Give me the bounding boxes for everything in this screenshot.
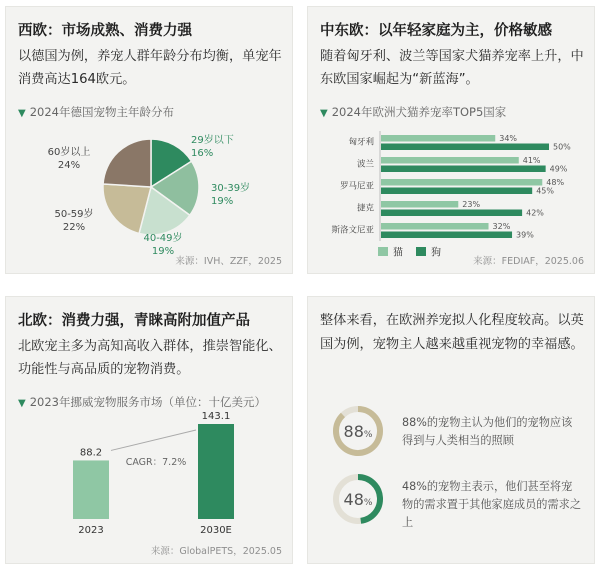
west-card [5,6,293,274]
pie-category-label: 30-39岁 [211,183,251,194]
bar [381,188,532,195]
bar [381,179,542,186]
bar-category-label: 2023 [78,525,104,536]
triangle-icon: ▼ [320,108,328,119]
pet-ownership-bar-chart [308,123,596,273]
central-chart-title: 2024年欧洲犬猫养宠率TOP5国家 [331,105,507,119]
bar [381,157,519,164]
bar-value-label: 143.1 [201,411,231,422]
bar-category-label: 波兰 [356,159,374,170]
north-title: 北欧：消费力强，青睐高附加值产品 [18,313,250,329]
bar-value-label: 39% [516,230,534,240]
bar [381,166,546,173]
cagr-label: CAGR：7.2% [125,457,187,468]
bar-value-label: 50% [553,142,571,152]
bar-value-label: 45% [536,186,554,196]
bar [381,201,458,208]
gauge-value: 88% [343,422,373,441]
bar-category-label: 斯洛文尼亚 [331,225,374,236]
legend-label: 猫 [393,247,403,259]
pie-value-label: 24% [57,160,81,171]
pie-category-label: 29岁以下 [191,135,234,146]
bar-value-label: 41% [522,156,541,165]
legend-label: 狗 [431,247,441,259]
central-card [307,6,595,274]
bar [198,424,234,519]
bar-category-label: 捷克 [356,203,374,214]
bar [381,223,489,230]
north-description: 北欧宠主多为高知高收入群体，推崇智能化、功能性与高品质的宠物消费。 [18,339,282,377]
pie-category-label: 50-59岁 [54,209,94,220]
bar-value-label: 48% [546,178,565,187]
gauge-value: 48% [343,490,373,509]
bar [73,460,109,519]
bar [381,210,522,217]
percentage-gauges [308,397,398,557]
bar [381,144,549,151]
pie-category-label: 60岁以上 [47,147,91,158]
bar-value-label: 49% [549,164,568,174]
summary-card [307,296,595,564]
legend-swatch [416,247,426,256]
gauge-unit: % [363,430,373,440]
west-chart-title: 2024年德国宠物主年龄分布 [29,105,174,119]
north-chart-title: 2023年挪威宠物服务市场（单位：十亿美元） [29,395,266,409]
pie-slice [103,139,151,187]
pie-value-label: 22% [62,222,86,233]
gauge-unit: % [363,498,373,508]
stat-88-text: 88%的宠物主认为他们的宠物应该得到与人类相当的照顾 [402,416,573,447]
west-title: 西欧：市场成熟、消费力强 [18,23,192,39]
stat-48-text: 48%的宠物主表示，他们甚至将宠物的需求置于其他家庭成员的需求之上 [402,480,582,529]
central-source: 来源：FEDIAF，2025.06 [473,256,584,267]
west-description: 以德国为例，养宠人群年龄分布均衡，单宠年消费高达164欧元。 [18,49,282,87]
age-pie-chart [6,121,294,271]
summary-intro: 整体来看，在欧洲养宠拟人化程度较高。以英国为例，宠物主人越来越重视宠物的幸福感。 [320,313,584,352]
bar-value-label: 42% [526,208,544,218]
central-title: 中东欧：以年轻家庭为主，价格敏感 [320,23,552,39]
bar [381,232,512,239]
bar-value-label: 23% [462,200,481,209]
bar-category-label: 2030E [200,525,232,536]
pie-value-label: 19% [211,196,234,207]
north-card [5,296,293,564]
central-chart-title-row [320,104,506,120]
west-source: 来源：IVH、ZZF，2025 [175,256,282,267]
bar-category-label: 罗马尼亚 [339,181,374,192]
triangle-icon: ▼ [18,108,26,119]
bar-value-label: 88.2 [79,447,103,459]
central-description: 随着匈牙利、波兰等国家犬猫养宠率上升，中东欧国家崛起为“新蓝海”。 [320,49,584,87]
north-chart-title-row [18,394,266,410]
bar-value-label: 34% [499,134,518,143]
bar-category-label: 匈牙利 [348,137,374,148]
bar [381,135,495,142]
pie-category-label: 40-49岁 [143,233,183,244]
norway-market-bar-chart [6,409,294,549]
bar-value-label: 32% [492,222,511,231]
pie-value-label: 19% [151,246,175,257]
cagr-line [111,430,196,450]
pie-value-label: 16% [191,148,214,159]
legend-swatch [378,247,388,256]
west-chart-title-row [18,104,174,120]
triangle-icon: ▼ [18,398,26,409]
north-source: 来源：GlobalPETS，2025.05 [150,546,282,557]
